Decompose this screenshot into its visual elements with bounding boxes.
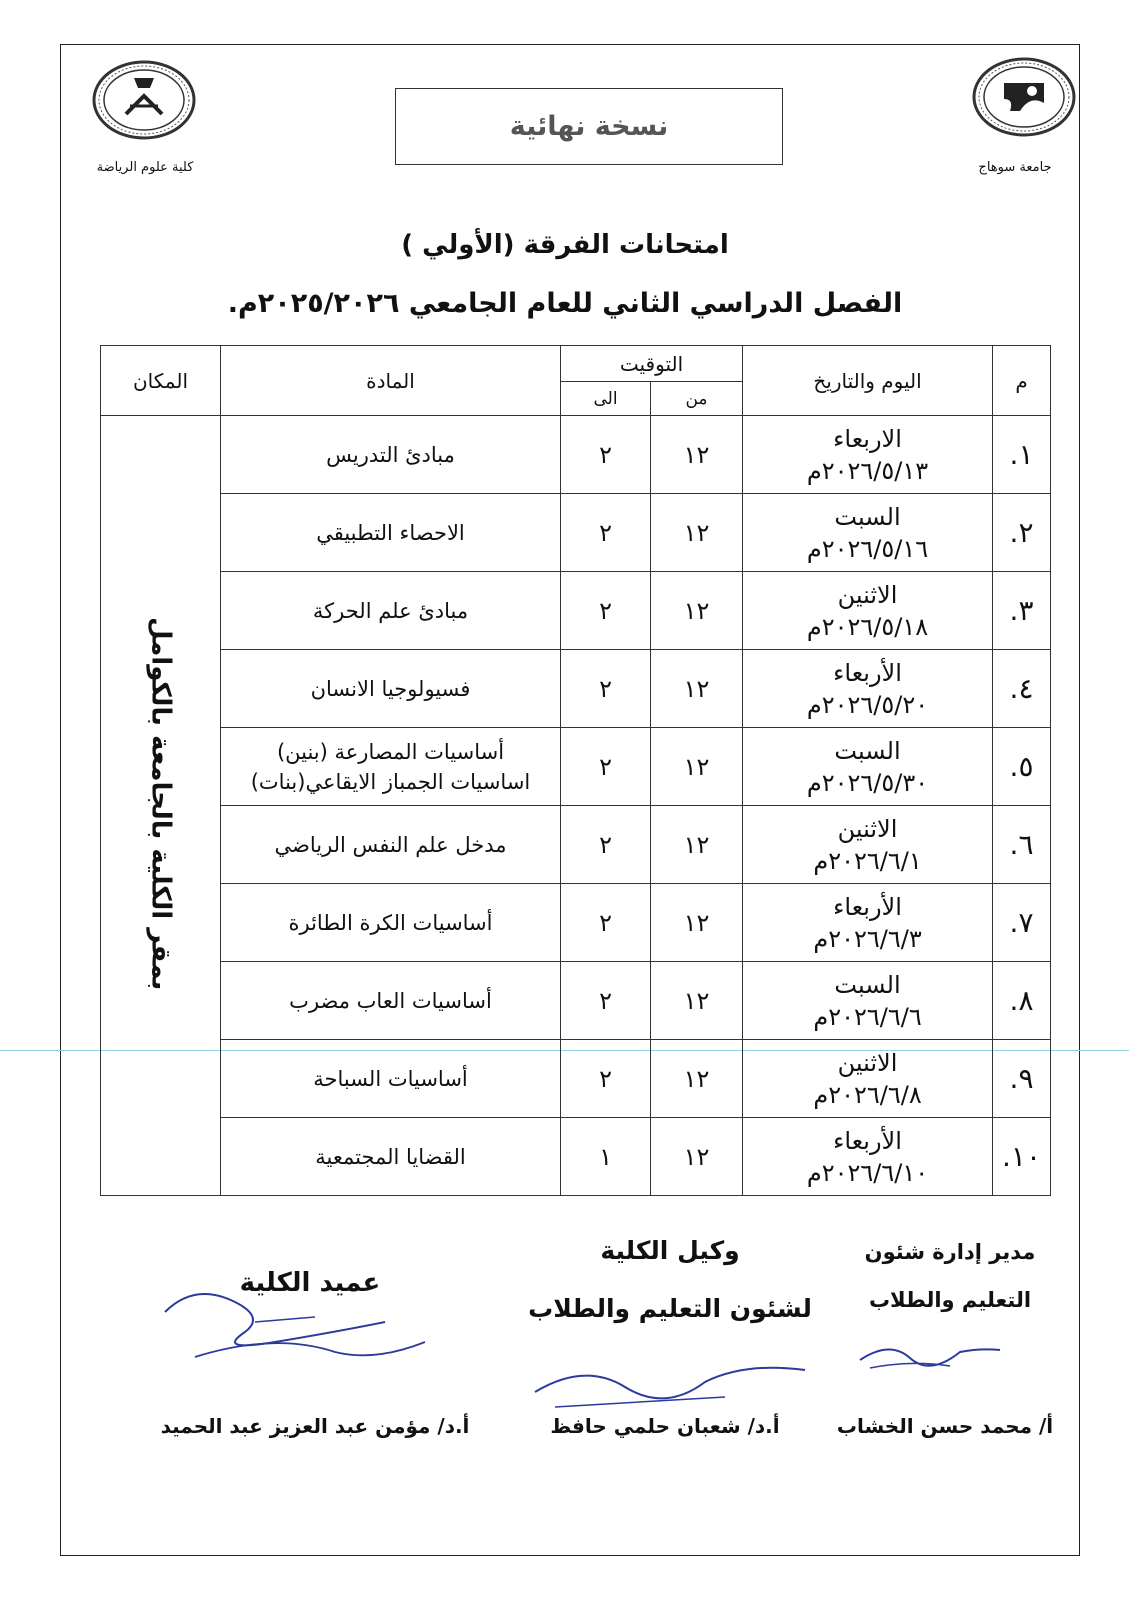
row-number: ٦. — [993, 806, 1051, 884]
row-time-to: ٢ — [561, 1040, 651, 1118]
row-time-to: ٢ — [561, 494, 651, 572]
row-date: ٢٠٢٦/٦/٣م — [813, 924, 922, 953]
row-date-cell — [743, 806, 993, 884]
dean-title: عميد الكلية — [239, 1268, 381, 1298]
row-subject-cell — [221, 884, 561, 962]
table-row — [101, 728, 1051, 806]
row-date: ٢٠٢٦/٦/٦م — [813, 1002, 922, 1031]
row-date: ٢٠٢٦/٦/١م — [813, 846, 922, 875]
row-time-from: ١٢ — [651, 494, 743, 572]
exam-title: امتحانات الفرقة (الأولي ) — [401, 230, 729, 260]
row-subject: مدخل علم النفس الرياضي — [274, 832, 507, 857]
row-day: الأربعاء — [833, 892, 902, 921]
header-subject: المادة — [221, 346, 561, 416]
row-time-from: ١٢ — [651, 1118, 743, 1196]
director-name: أ/ محمد حسن الخشاب — [836, 1414, 1054, 1438]
header-venue: المكان — [101, 346, 221, 416]
table-row — [101, 884, 1051, 962]
row-time-to: ٢ — [561, 572, 651, 650]
table-row — [101, 494, 1051, 572]
row-time-from: ١٢ — [651, 1040, 743, 1118]
row-number: ٩. — [993, 1040, 1051, 1118]
row-subject: القضايا المجتمعية — [315, 1144, 466, 1169]
row-day: السبت — [834, 970, 901, 999]
row-time-to: ١ — [561, 1118, 651, 1196]
row-date-cell — [743, 962, 993, 1040]
row-time-from: ١٢ — [651, 416, 743, 494]
venue-cell — [101, 416, 221, 1196]
table-row — [101, 962, 1051, 1040]
row-subject: أساسيات المصارعة (بنين) — [276, 739, 505, 764]
row-day: الأربعاء — [833, 658, 902, 687]
row-date-cell — [743, 572, 993, 650]
row-date: ٢٠٢٦/٥/١٣م — [806, 456, 929, 485]
row-day: الاثنين — [837, 814, 898, 843]
row-subject: أساسيات السباحة — [313, 1066, 468, 1091]
row-number: ٥. — [993, 728, 1051, 806]
row-day: الأربعاء — [833, 1126, 902, 1155]
director-title-line2: التعليم والطلاب — [868, 1288, 1032, 1312]
row-subject-cell — [221, 1118, 561, 1196]
row-time-from: ١٢ — [651, 650, 743, 728]
row-date-cell — [743, 1040, 993, 1118]
row-subject: مبادئ علم الحركة — [312, 598, 469, 623]
row-date: ٢٠٢٦/٦/١٠م — [806, 1158, 929, 1187]
row-date-cell — [743, 1118, 993, 1196]
row-subject: مبادئ التدريس — [326, 442, 455, 467]
faculty-sports-sciences-logo-icon — [90, 58, 198, 142]
row-date-cell — [743, 650, 993, 728]
table-row — [101, 650, 1051, 728]
row-subject-cell — [221, 1040, 561, 1118]
row-date: ٢٠٢٦/٥/٣٠م — [806, 768, 929, 797]
sohag-university-logo-icon — [970, 55, 1078, 139]
row-subject: فسيولوجيا الانسان — [310, 676, 471, 701]
row-time-to: ٢ — [561, 962, 651, 1040]
row-subject-secondary: اساسيات الجمباز الايقاعي(بنات) — [250, 769, 531, 794]
row-number: ٨. — [993, 962, 1051, 1040]
header-time: التوقيت — [561, 346, 743, 382]
table-row — [101, 572, 1051, 650]
row-subject-cell — [221, 806, 561, 884]
vice-dean-title-line2: لشئون التعليم والطلاب — [528, 1294, 812, 1323]
row-date: ٢٠٢٦/٥/٢٠م — [806, 690, 929, 719]
row-date-cell — [743, 884, 993, 962]
row-time-from: ١٢ — [651, 572, 743, 650]
row-date: ٢٠٢٦/٦/٨م — [813, 1080, 922, 1109]
row-subject-cell — [221, 962, 561, 1040]
semester-title: الفصل الدراسي الثاني للعام الجامعي ٢٠٢٥/٢٠٢٦م. — [227, 288, 903, 319]
university-name: جامعة سوهاج — [978, 160, 1052, 175]
row-date-cell — [743, 728, 993, 806]
row-number: ٧. — [993, 884, 1051, 962]
row-time-from: ١٢ — [651, 806, 743, 884]
row-date-cell — [743, 416, 993, 494]
header-time-to: الى — [561, 382, 651, 416]
row-date-cell — [743, 494, 993, 572]
director-signature-icon — [850, 1330, 1010, 1384]
row-subject: أساسيات الكرة الطائرة — [288, 910, 493, 935]
director-title-line1: مدير إدارة شئون — [864, 1240, 1036, 1264]
table-row — [101, 1118, 1051, 1196]
row-number: ٤. — [993, 650, 1051, 728]
row-time-to: ٢ — [561, 806, 651, 884]
row-number: ١٠. — [993, 1118, 1051, 1196]
row-day: الاثنين — [837, 580, 898, 609]
row-subject: أساسيات العاب مضرب — [289, 988, 492, 1013]
table-row — [101, 806, 1051, 884]
header-number: م — [993, 346, 1051, 416]
row-number: ١. — [993, 416, 1051, 494]
row-number: ٢. — [993, 494, 1051, 572]
faculty-name: كلية علوم الرياضة — [96, 160, 194, 175]
row-subject: الاحصاء التطبيقي — [316, 520, 465, 545]
final-version-stamp — [395, 88, 783, 165]
row-day: الاربعاء — [833, 424, 902, 453]
row-day: السبت — [834, 736, 901, 765]
row-date: ٢٠٢٦/٥/١٨م — [806, 612, 929, 641]
vice-dean-name: أ.د/ شعبان حلمي حافظ — [550, 1414, 780, 1438]
row-subject-cell — [221, 650, 561, 728]
dean-name: أ.د/ مؤمن عبد العزيز عبد الحميد — [160, 1414, 470, 1438]
row-time-to: ٢ — [561, 884, 651, 962]
stamp-text: نسخة نهائية — [509, 111, 669, 142]
dean-signature-icon — [155, 1262, 445, 1386]
header-time-from: من — [651, 382, 743, 416]
table-row — [101, 1040, 1051, 1118]
row-subject-cell — [221, 572, 561, 650]
row-time-from: ١٢ — [651, 884, 743, 962]
vice-dean-title-line1: وكيل الكلية — [600, 1236, 740, 1265]
row-day: الاثنين — [837, 1048, 898, 1077]
row-time-from: ١٢ — [651, 962, 743, 1040]
exam-schedule-table — [100, 345, 1051, 1196]
row-subject-cell — [221, 494, 561, 572]
row-date: ٢٠٢٦/٥/١٦م — [806, 534, 929, 563]
row-time-to: ٢ — [561, 728, 651, 806]
row-time-from: ١٢ — [651, 728, 743, 806]
row-subject-cell — [221, 416, 561, 494]
row-time-to: ٢ — [561, 650, 651, 728]
header-date: اليوم والتاريخ — [743, 346, 993, 416]
row-number: ٣. — [993, 572, 1051, 650]
row-time-to: ٢ — [561, 416, 651, 494]
row-subject-cell — [221, 728, 561, 806]
row-day: السبت — [834, 502, 901, 531]
table-row — [101, 416, 1051, 494]
venue-text: بمقر الكلية بالجامعة بالكوامل — [145, 616, 176, 991]
